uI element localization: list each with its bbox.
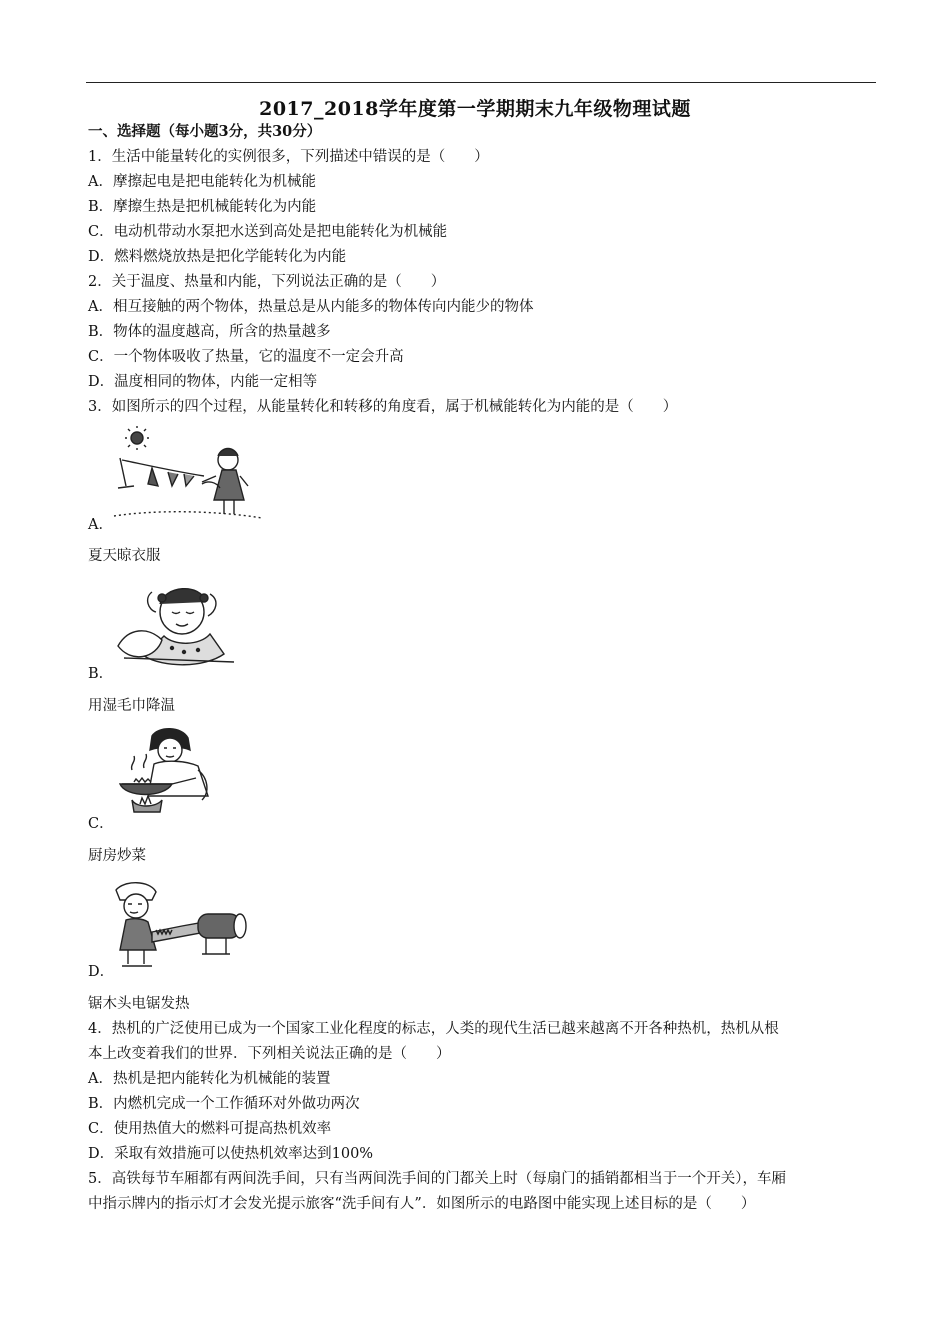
header-rule <box>86 82 876 83</box>
section-heading: 一、选择题（每小题3分，共30分） <box>88 123 322 140</box>
q3-option-b-caption: 用湿毛巾降温 <box>88 698 175 714</box>
sawing-illustration <box>112 880 252 972</box>
q3-option-d-caption: 锯木头电锯发热 <box>88 996 190 1012</box>
q1-option-a: A．摩擦起电是把电能转化为机械能 <box>88 174 316 190</box>
q3-option-d-letter: D． <box>88 964 115 980</box>
wet-towel-illustration <box>112 578 242 674</box>
q1-option-b: B．摩擦生热是把机械能转化为内能 <box>88 199 317 215</box>
q4-option-b: B．内燃机完成一个工作循环对外做功两次 <box>88 1096 360 1112</box>
q3-stem: 3．如图所示的四个过程，从能量转化和转移的角度看，属于机械能转化为内能的是（ ） <box>88 399 678 415</box>
q3-option-c-letter: C． <box>88 816 114 832</box>
q4-stem-line1: 4．热机的广泛使用已成为一个国家工业化程度的标志，人类的现代生活已越来越离不开各种热机，热机从根 <box>88 1021 779 1037</box>
q1-option-c: C．电动机带动水泵把水送到高处是把电能转化为机械能 <box>88 224 448 240</box>
q5-stem-line2: 中指示牌内的指示灯才会发光提示旅客“洗手间有人”．如图所示的电路图中能实现上述目标的是（ ） <box>88 1196 756 1212</box>
q3-option-a-letter: A． <box>88 517 113 533</box>
q5-stem-line1: 5．高铁每节车厢都有两间洗手间，只有当两间洗手间的门都关上时（每扇门的插销都相当于一个开关），车厢 <box>88 1171 786 1187</box>
q2-option-c: C．一个物体吸收了热量，它的温度不一定会升高 <box>88 349 404 365</box>
q4-option-c: C．使用热值大的燃料可提高热机效率 <box>88 1121 332 1137</box>
cooking-illustration <box>112 728 232 820</box>
q2-option-b: B．物体的温度越高，所含的热量越多 <box>88 324 331 340</box>
q4-option-a: A．热机是把内能转化为机械能的装置 <box>88 1071 331 1087</box>
q1-option-d: D．燃料燃烧放热是把化学能转化为内能 <box>88 249 347 265</box>
q3-option-b-letter: B． <box>88 666 114 682</box>
q4-option-d: D．采取有效措施可以使热机效率达到100% <box>88 1146 374 1162</box>
page-title: 2017_2018学年度第一学期期末九年级物理试题 <box>259 98 691 120</box>
q2-option-d: D．温度相同的物体，内能一定相等 <box>88 374 318 390</box>
laundry-illustration <box>112 426 264 526</box>
q2-stem: 2．关于温度、热量和内能，下列说法正确的是（ ） <box>88 274 446 290</box>
q1-stem: 1．生活中能量转化的实例很多，下列描述中错误的是（ ） <box>88 149 489 165</box>
q3-option-a-caption: 夏天晾衣服 <box>88 548 161 564</box>
q4-stem-line2: 本上改变着我们的世界．下列相关说法正确的是（ ） <box>88 1046 451 1062</box>
q3-option-c-caption: 厨房炒菜 <box>88 848 146 864</box>
q2-option-a: A．相互接触的两个物体，热量总是从内能多的物体传向内能少的物体 <box>88 299 534 315</box>
